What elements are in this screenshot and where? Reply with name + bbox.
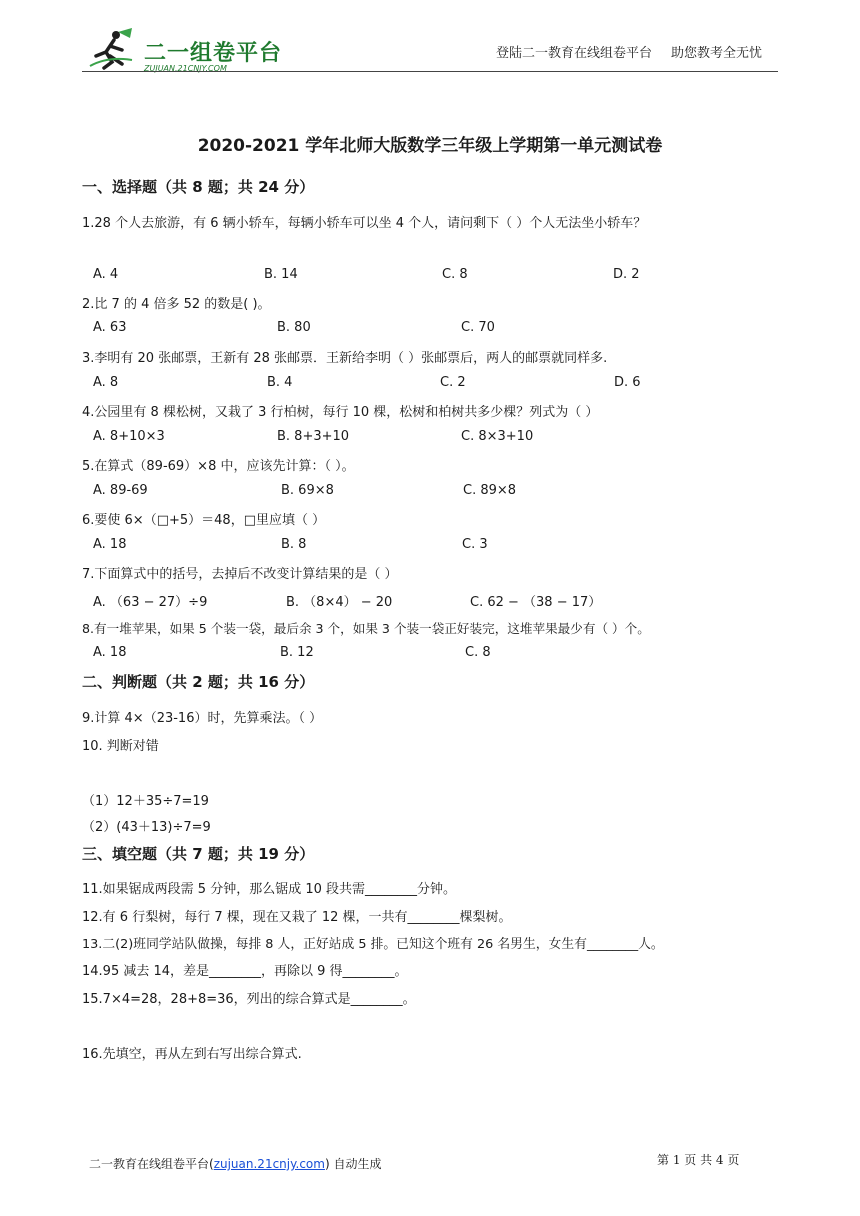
question-5: 5.在算式（89-69）×8 中，应该先计算：（ ）。 [82, 459, 355, 474]
q3-option-a[interactable]: A. 8 [93, 375, 119, 390]
section-heading-fill: 三、填空题（共 7 题；共 19 分） [82, 845, 315, 863]
q7-option-a[interactable]: A. （63 − 27）÷9 [93, 595, 208, 610]
question-9: 9.计算 4×（23-16）时，先算乘法。（ ） [82, 711, 323, 726]
q7-option-c[interactable]: C. 62 − （38 − 17） [470, 595, 602, 610]
page-title: 2020-2021 学年北师大版数学三年级上学期第一单元测试卷 [197, 136, 663, 156]
question-13: 13.二(2)班同学站队做操，每排 8 人，正好站成 5 排。已知这个班有 26 名男生，女生有________人。 [82, 937, 664, 952]
q1-option-b[interactable]: B. 14 [264, 267, 298, 282]
q4-option-c[interactable]: C. 8×3+10 [461, 429, 534, 444]
question-16: 16.先填空，再从左到右写出综合算式. [82, 1047, 302, 1062]
question-7: 7.下面算式中的括号，去掉后不改变计算结果的是（ ） [82, 567, 398, 582]
footer-prefix: 二一教育在线组卷平台( [89, 1157, 214, 1171]
q10-part-1: （1）12＋35÷7=19 [82, 794, 209, 809]
footer-suffix: ) 自动生成 [324, 1157, 382, 1171]
section-heading-choice: 一、选择题（共 8 题；共 24 分） [82, 178, 315, 196]
q3-option-d[interactable]: D. 6 [614, 375, 641, 390]
q6-option-c[interactable]: C. 3 [462, 537, 488, 552]
header-slogan: 助您教考全无忧 [671, 46, 763, 61]
header-link-login[interactable]: 登陆二一教育在线组卷平台 [496, 46, 653, 61]
q2-option-c[interactable]: C. 70 [461, 320, 495, 335]
question-3: 3.李明有 20 张邮票，王新有 28 张邮票．王新给李明（ ）张邮票后，两人的邮票就同样多. [82, 351, 608, 366]
q7-option-b[interactable]: B. （8×4） − 20 [286, 595, 393, 610]
q8-option-a[interactable]: A. 18 [93, 645, 127, 660]
q5-option-a[interactable]: A. 89-69 [93, 483, 148, 498]
page-number: 第 1 页 共 4 页 [657, 1153, 740, 1167]
question-12: 12.有 6 行梨树，每行 7 棵，现在又栽了 12 棵，一共有________棵梨树。 [82, 910, 512, 925]
question-4: 4.公园里有 8 棵松树，又栽了 3 行柏树，每行 10 棵，松树和柏树共多少棵？列式为（ ） [82, 405, 599, 420]
header-logo [88, 26, 283, 73]
footer-link[interactable]: zujuan.21cnjy.com [213, 1157, 325, 1171]
question-1: 1.28 个人去旅游，有 6 辆小轿车，每辆小轿车可以坐 4 个人，请问剩下（ ）个人无法坐小轿车？ [82, 216, 647, 231]
question-14: 14.95 减去 14，差是________，再除以 9 得________。 [82, 964, 408, 979]
question-11: 11.如果锯成两段需 5 分钟，那么锯成 10 段共需________分钟。 [82, 882, 457, 897]
q6-option-b[interactable]: B. 8 [281, 537, 307, 552]
section-heading-judge: 二、判断题（共 2 题；共 16 分） [82, 673, 315, 691]
q4-option-b[interactable]: B. 8+3+10 [277, 429, 350, 444]
q3-option-b[interactable]: B. 4 [267, 375, 293, 390]
question-15: 15.7×4=28，28+8=36，列出的综合算式是________。 [82, 992, 416, 1007]
q6-option-a[interactable]: A. 18 [93, 537, 127, 552]
footer-source [89, 1155, 381, 1172]
runner-logo-icon [88, 26, 140, 72]
q5-option-b[interactable]: B. 69×8 [281, 483, 334, 498]
logo-subtext: ZUJUAN.21CNJY.COM [144, 64, 227, 73]
q5-option-c[interactable]: C. 89×8 [463, 483, 517, 498]
question-6: 6.要使 6×（□+5）＝48，□里应填（ ） [82, 513, 326, 528]
q2-option-a[interactable]: A. 63 [93, 320, 127, 335]
header-divider [82, 71, 778, 72]
q1-option-a[interactable]: A. 4 [93, 267, 119, 282]
q8-option-b[interactable]: B. 12 [280, 645, 314, 660]
logo-text: 二一组卷平台 [144, 41, 283, 66]
q1-option-c[interactable]: C. 8 [442, 267, 468, 282]
question-8: 8.有一堆苹果，如果 5 个装一袋，最后余 3 个，如果 3 个装一袋正好装完，这堆苹果最少有（ ）个。 [82, 621, 650, 636]
question-2: 2.比 7 的 4 倍多 52 的数是( )。 [82, 297, 271, 312]
q4-option-a[interactable]: A. 8+10×3 [93, 429, 165, 444]
q2-option-b[interactable]: B. 80 [277, 320, 311, 335]
q8-option-c[interactable]: C. 8 [465, 645, 491, 660]
q10-part-2: （2）(43＋13)÷7=9 [82, 820, 211, 835]
question-10: 10. 判断对错 [82, 739, 159, 754]
q1-option-d[interactable]: D. 2 [613, 267, 640, 282]
q3-option-c[interactable]: C. 2 [440, 375, 466, 390]
